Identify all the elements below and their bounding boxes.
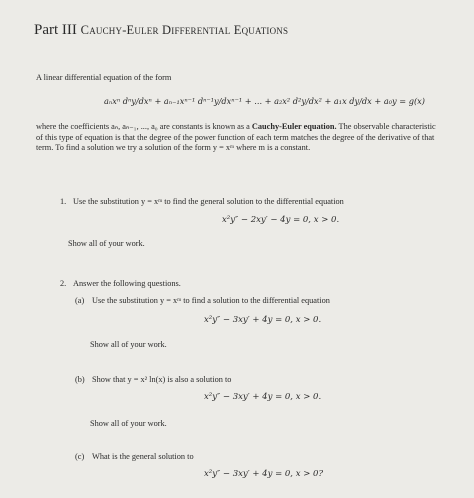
q1-note: Show all of your work.: [68, 239, 145, 248]
q2c-label: (c): [75, 452, 85, 461]
q1-equation: x²y″ − 2xy′ − 4y = 0, x > 0.: [222, 215, 340, 225]
q2a-label: (a): [75, 296, 85, 305]
topic-label: Cauchy-Euler Differential Equations: [80, 23, 289, 37]
q2-text: Answer the following questions.: [73, 279, 181, 288]
q2b-label: (b): [75, 375, 85, 384]
part-label: Part III: [34, 22, 77, 38]
q1-number: 1.: [60, 197, 67, 206]
description-start: where the coefficients aₙ, aₙ₋₁, ..., a₀ are constants is known as a: [36, 122, 252, 131]
description-end: The observable characteristic of this type of equation is that the degree of the power function of each term matches the degree of the derivative of that term. To find a solution we try a solution of the form y = xᵐ where m is a constant.: [36, 122, 436, 152]
q2a-text: Use the substitution y = xᵐ to find a solution to the differential equation: [92, 296, 330, 305]
q2b-text: Show that y = x² ln(x) is also a solution to: [92, 375, 232, 384]
intro-lead: A linear differential equation of the form: [36, 73, 172, 82]
general-equation: aₙxⁿ dⁿy/dxⁿ + aₙ₋₁xⁿ⁻¹ dⁿ⁻¹y/dxⁿ⁻¹ + ... + a₂x² d²y/dx² + a₁x dy/dx + a₀y = g(x): [104, 96, 425, 106]
q2b-equation: x²y″ − 3xy′ + 4y = 0, x > 0.: [204, 392, 322, 402]
page-title: [34, 22, 288, 39]
intro-description: [36, 122, 440, 154]
q1-text: Use the substitution y = xᵐ to find the general solution to the differential equation: [73, 197, 344, 206]
q2-number: 2.: [60, 279, 67, 288]
q2a-note: Show all of your work.: [90, 340, 167, 349]
q2c-equation: x²y″ − 3xy′ + 4y = 0, x > 0?: [204, 469, 323, 479]
q2a-equation: x²y″ − 3xy′ + 4y = 0, x > 0.: [204, 315, 322, 325]
description-bold: Cauchy-Euler equation.: [251, 122, 337, 131]
q2b-note: Show all of your work.: [90, 419, 167, 428]
q2c-text: What is the general solution to: [92, 452, 194, 461]
